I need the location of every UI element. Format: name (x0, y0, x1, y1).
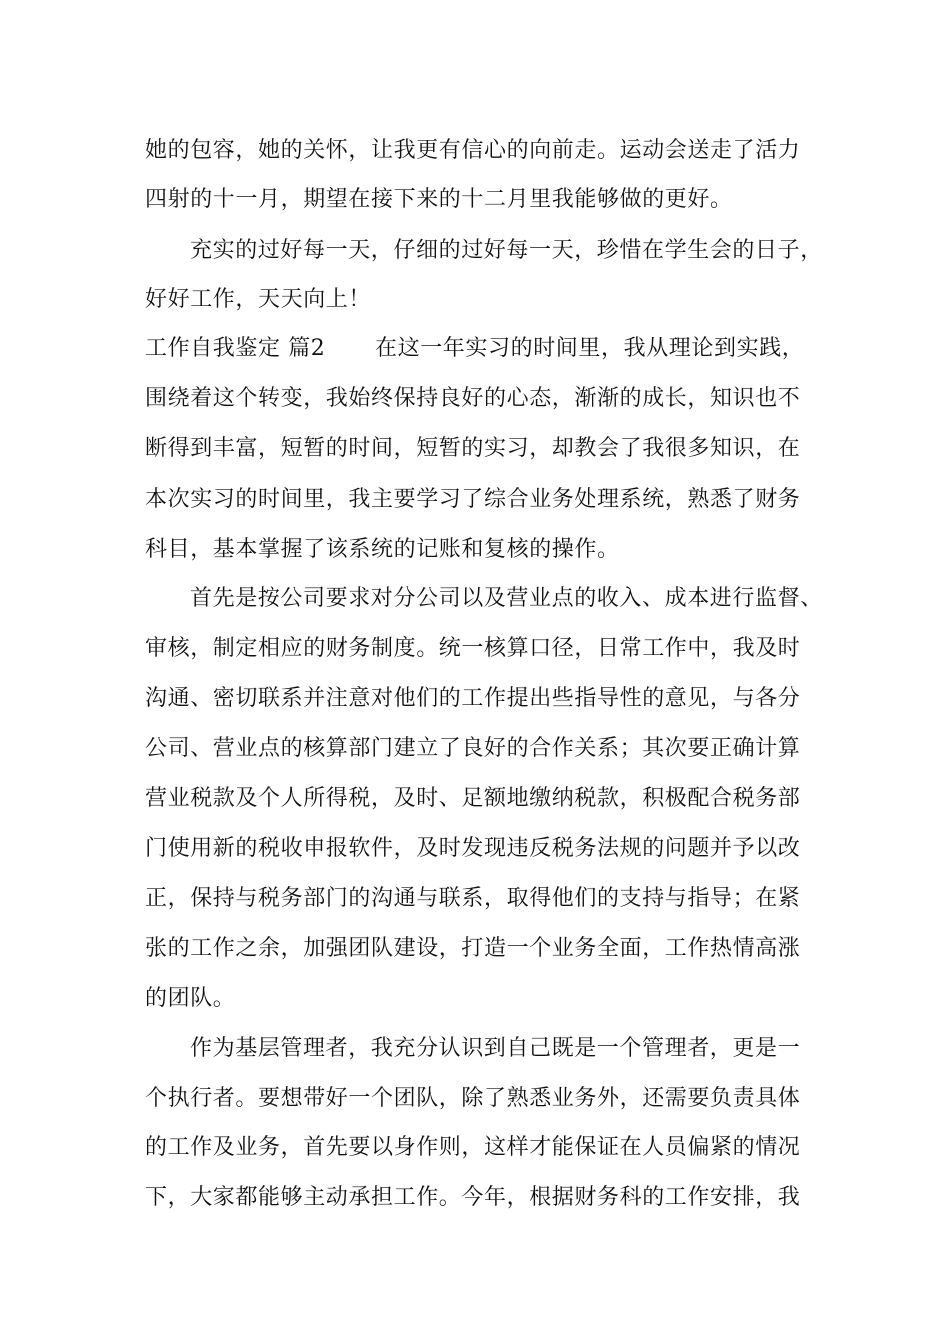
text-line: 公司、营业点的核算部门建立了良好的合作关系；其次要正确计算 (145, 736, 801, 761)
section-heading (145, 334, 804, 364)
text-line: 科目，基本掌握了该系统的记账和复核的操作。 (145, 537, 620, 562)
text-line: 审核，制定相应的财务制度。统一核算口径，日常工作中，我及时 (145, 636, 801, 661)
text-line: 沟通、密切联系并注意对他们的工作提出些指导性的意见，与各分 (145, 686, 801, 711)
text-line: 下，大家都能够主动承担工作。今年，根据财务科的工作安排，我 (145, 1185, 801, 1210)
text-line: 好好工作，天天向上！ (145, 287, 372, 312)
text-line: 四射的十一月，期望在接下来的十二月里我能够做的更好。 (145, 187, 733, 212)
text-line: 的工作及业务，首先要以身作则，这样才能保证在人员偏紧的情况 (145, 1135, 801, 1160)
text-line: 正，保持与税务部门的沟通与联系，取得他们的支持与指导；在紧 (145, 886, 801, 911)
section-heading-text: 在这一年实习的时间里，我从理论到实践， (375, 336, 805, 361)
text-line: 张的工作之余，加强团队建设，打造一个业务全面，工作热情高涨 (145, 936, 801, 961)
text-line: 本次实习的时间里，我主要学习了综合业务处理系统，熟悉了财务 (145, 487, 801, 512)
text-line: 个执行者。要想带好一个团队，除了熟悉业务外，还需要负责具体 (145, 1086, 801, 1111)
text-line: 围绕着这个转变，我始终保持良好的心态，渐渐的成长，知识也不 (145, 386, 801, 411)
text-line: 她的包容，她的关怀，让我更有信心的向前走。运动会送走了活力 (145, 138, 801, 163)
text-line: 充实的过好每一天，仔细的过好每一天，珍惜在学生会的日子， (190, 238, 823, 263)
text-line: 断得到丰富，短暂的时间，短暂的实习，却教会了我很多知识，在 (145, 436, 801, 461)
text-line: 的团队。 (145, 986, 236, 1011)
text-line: 首先是按公司要求对分公司以及营业点的收入、成本进行监督、 (190, 586, 823, 611)
text-line: 营业税款及个人所得税，及时、足额地缴纳税款，积极配合税务部 (145, 786, 801, 811)
text-line: 作为基层管理者，我充分认识到自己既是一个管理者，更是一 (190, 1036, 801, 1061)
section-heading-label: 工作自我鉴定 篇2 (145, 336, 326, 361)
text-line: 门使用新的税收申报软件，及时发现违反税务法规的问题并予以改 (145, 836, 801, 861)
